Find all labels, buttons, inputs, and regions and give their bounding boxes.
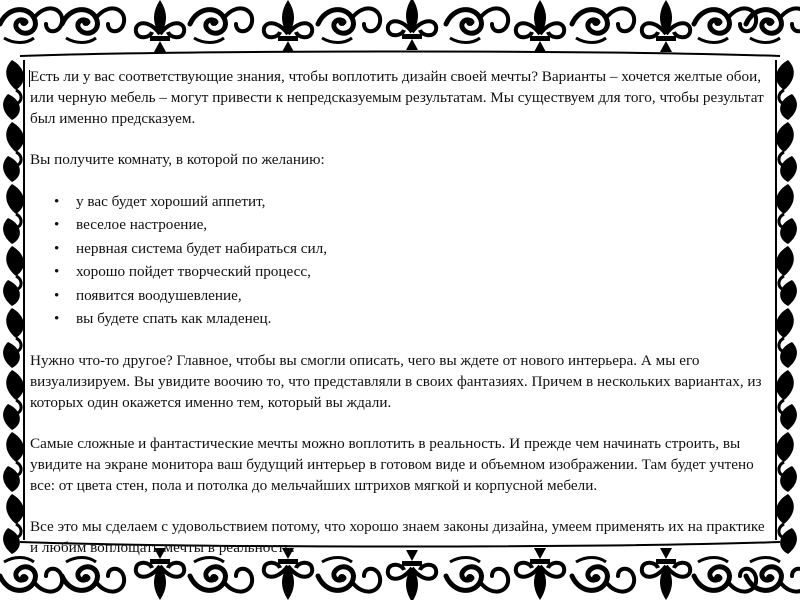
bullet-icon: •	[54, 310, 60, 328]
list-item: • веселое настроение,	[30, 213, 770, 236]
paragraph-room: Вы получите комнату, в которой по желанию:	[30, 151, 325, 168]
bullet-icon: •	[54, 263, 60, 281]
bullet-icon: •	[54, 193, 60, 210]
benefits-list	[30, 190, 770, 330]
paragraph-dreams: Самые сложные и фантастические мечты можно воплотить в реальность. И прежде чем начинать строить, вы увидите на экране монитора ваш будущий интерьер в готовом виде и объемном изображении. Там будет учтено все: от цвета стен, пола и потолка до мельчайших штрихов мягкой и корпусной мебели.	[30, 435, 754, 495]
list-item: • хорошо пойдет творческий процесс,	[30, 260, 770, 283]
bullet-icon: •	[54, 216, 60, 234]
list-item: • у вас будет хороший аппетит,	[30, 190, 770, 213]
list-item: • вы будете спать как младенец.	[30, 307, 770, 330]
bullet-icon: •	[54, 286, 60, 304]
paragraph-intro: Есть ли у вас соответствующие знания, чтобы воплотить дизайн своей мечты? Варианты – хочется желтые обои, или черную мебель – могут привести к непредсказуемым результатам. Мы существуем для того, чтобы результат был именно предсказуем.	[30, 68, 764, 127]
list-item: • появится воодушевление,	[30, 284, 770, 307]
text-cursor	[29, 70, 30, 87]
paragraph-closing: Все это мы сделаем с удовольствием потому, что хорошо знаем законы дизайна, умеем применять их на практике и любим воплощать мечты в реальность.	[30, 518, 765, 557]
text-content	[30, 66, 770, 557]
bullet-icon: •	[54, 239, 60, 257]
paragraph-visualize: Нужно что-то другое? Главное, чтобы вы смогли описать, чего вы ждете от нового интерьера. А мы его визуализируем. Вы увидите воочию то, что представляли в своих фантазиях. Причем в нескольких вариантах, из которых один окажется именно тем, который вы ждали.	[30, 352, 762, 412]
list-item: • нервная система будет набираться сил,	[30, 237, 770, 260]
